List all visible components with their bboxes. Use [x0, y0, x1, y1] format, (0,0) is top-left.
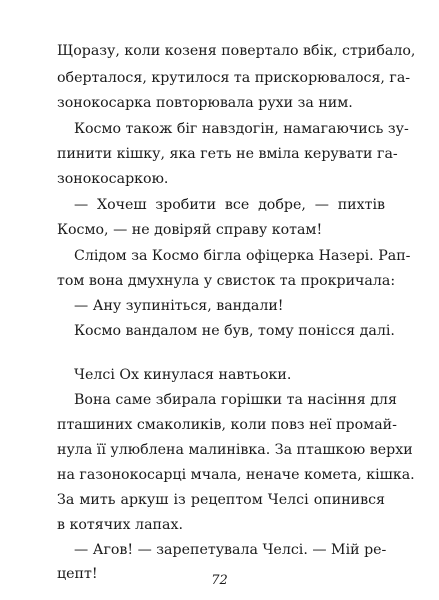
- text-line: Космо, — не довіряй справу котам!: [57, 222, 323, 238]
- text-line: цепт!: [57, 566, 98, 582]
- text-line: — Агов! — зарепетувала Челсі. — Мій ре-: [74, 542, 387, 558]
- text-line: на газонокосарці мчала, неначе комета, кішка.: [57, 467, 415, 483]
- text-line: Вона саме збирала горішки та насіння для: [74, 392, 397, 408]
- text-line: в котячих лапах.: [57, 517, 183, 533]
- text-line: — Хочеш зробити все добре, — пихтів: [74, 197, 385, 213]
- text-line: том вона дмухнула у свисток та прокричала:: [57, 273, 396, 289]
- text-line: Слідом за Космо бігла офіцерка Назері. Рап-: [74, 248, 411, 264]
- text-line: Челсі Ох кинулася навтьоки.: [74, 367, 292, 383]
- text-line: Космо також біг навздогін, намагаючись зу-: [74, 121, 409, 137]
- text-line: пташиних смаколиків, коли повз неї промай-: [57, 417, 397, 433]
- text-line: зонокосаркою.: [57, 171, 169, 187]
- text-line: Космо вандалом не був, тому понісся далі.: [74, 323, 395, 339]
- text-line: За мить аркуш із рецептом Челсі опинився: [57, 492, 385, 508]
- text-line: Щоразу, коли козеня повертало вбік, стрибало,: [57, 43, 416, 59]
- text-line: нула її улюблена малинівка. За пташкою верхи: [57, 442, 413, 458]
- page-number: 72: [211, 573, 228, 588]
- text-line: пинити кішку, яка геть не вміла керувати га-: [57, 146, 398, 162]
- text-line: зонокосарка повторювала рухи за ним.: [57, 95, 353, 111]
- text-line: — Ану зупиніться, вандали!: [74, 298, 284, 314]
- text-line: оберталося, крутилося та прискорювалося, га-: [57, 70, 411, 86]
